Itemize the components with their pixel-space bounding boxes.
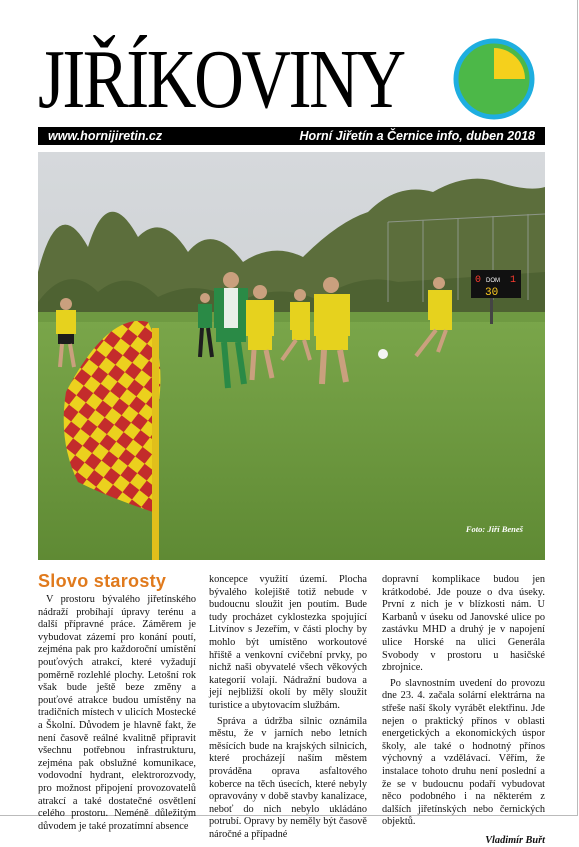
article-column-3 <box>382 574 545 847</box>
article-headline: Slovo starosty <box>38 571 167 591</box>
photo-credit: Foto: Jiří Beneš <box>465 524 523 534</box>
article-paragraph: V prostoru bývalého jiřetínského nádraží probíhají úpravy terénu a další přípravné práce. Záměrem je vybudovat zázemí pro konání poutí, zejména pak pro každoroční umístění pouťových atrakcí, které vyžadují poměrně rozlehlé plochy. Letošní rok však bude ještě beze změny a pouťové atrakce budou umístěny na tradičních místech v ulicích Mostecké a Školní. Důvodem je hlavně fakt, že není časově reálné kvalitně připravit všechnu potřebnou infrastrukturu, zejména pak obslužné komunikace, vodovodní hydrant, elektrorozvody, pro možnost připojení provozovatelů atrakcí a také dostatečné osvětlení celého prostoru. Neméně důležitým důvodem je také prozatímní absence <box>38 594 196 832</box>
info-bar <box>38 127 545 145</box>
football-scene-illustration <box>38 152 545 560</box>
article-column-1 <box>38 570 196 833</box>
article-paragraph: Správa a údržba silnic oznámila městu, že v jarních nebo letních měsících bude na krajských silnicích, které procházejí naším městem prováděna oprava asfaltového koberce na těch úsecích, které nebyly opravovány v době stavby kanalizace, neboť do nich nebylo ukládáno potrubí. Opravy by neměly být časově náročné a případné <box>209 715 367 840</box>
article-paragraph: Po slavnostním uvedení do provozu dne 23. 4. začala solární elektrárna na střeše naší školy vyrábět elektřinu. Jde nejen o praktický přínos v oblasti energetických a ekonomických úspor školy, ale také o hodnotný přínos výchovný a vzdělávací. Věřím, že instalace tohoto druhu není poslední a že se v budoucnu podaří vybudovat něco podobného i na některém z dalších jiřetínských nebo černických objektů. <box>382 677 545 828</box>
website-link[interactable]: www.hornijiretin.cz <box>48 129 163 143</box>
article-column-2 <box>209 574 367 841</box>
scoreboard-guest-score: 1 <box>510 275 517 286</box>
football-match-photo <box>38 152 545 560</box>
article-signature: Vladimír Buřt <box>485 834 545 846</box>
masthead <box>38 33 458 126</box>
scoreboard-minute: 30 <box>485 287 499 299</box>
issue-label: Horní Jiřetín a Černice info, duben 2018 <box>299 129 535 143</box>
scoreboard-home-label: DOM <box>486 278 500 284</box>
football-ball <box>378 349 388 359</box>
article-paragraph: koncepce využití území. Plocha bývalého kolejiště totiž nebude v budoucnu sloužit jen poutím. Bude tudy procházet cyklostezka spojující Litvínov s Jezeřím, v části plochy by mohlo být umístěno workoutové hřiště a venkovní cvičební prvky, po nichž naši obyvatelé všech věkových kategorií volají. Nádražní budova a její nejbližší okolí by měly sloužit turistice a ubytovacím službám. <box>209 574 367 711</box>
masthead-title: JIŘÍKOVINY <box>38 33 404 126</box>
green-circle-yellow-quarter-logo-icon <box>453 38 535 120</box>
article-paragraph: dopravní komplikace budou jen krátkodobé. Jde pouze o dva úseky. První z nich je v blízkosti nám. U Karbanů v úseku od Janovské ulice po zastávku MHD a druhý je v napojení ulice Horské na ulici Generála Svobody v prostoru u hasičské zbrojnice. <box>382 574 545 674</box>
scoreboard-home-score: 0 <box>475 275 482 286</box>
